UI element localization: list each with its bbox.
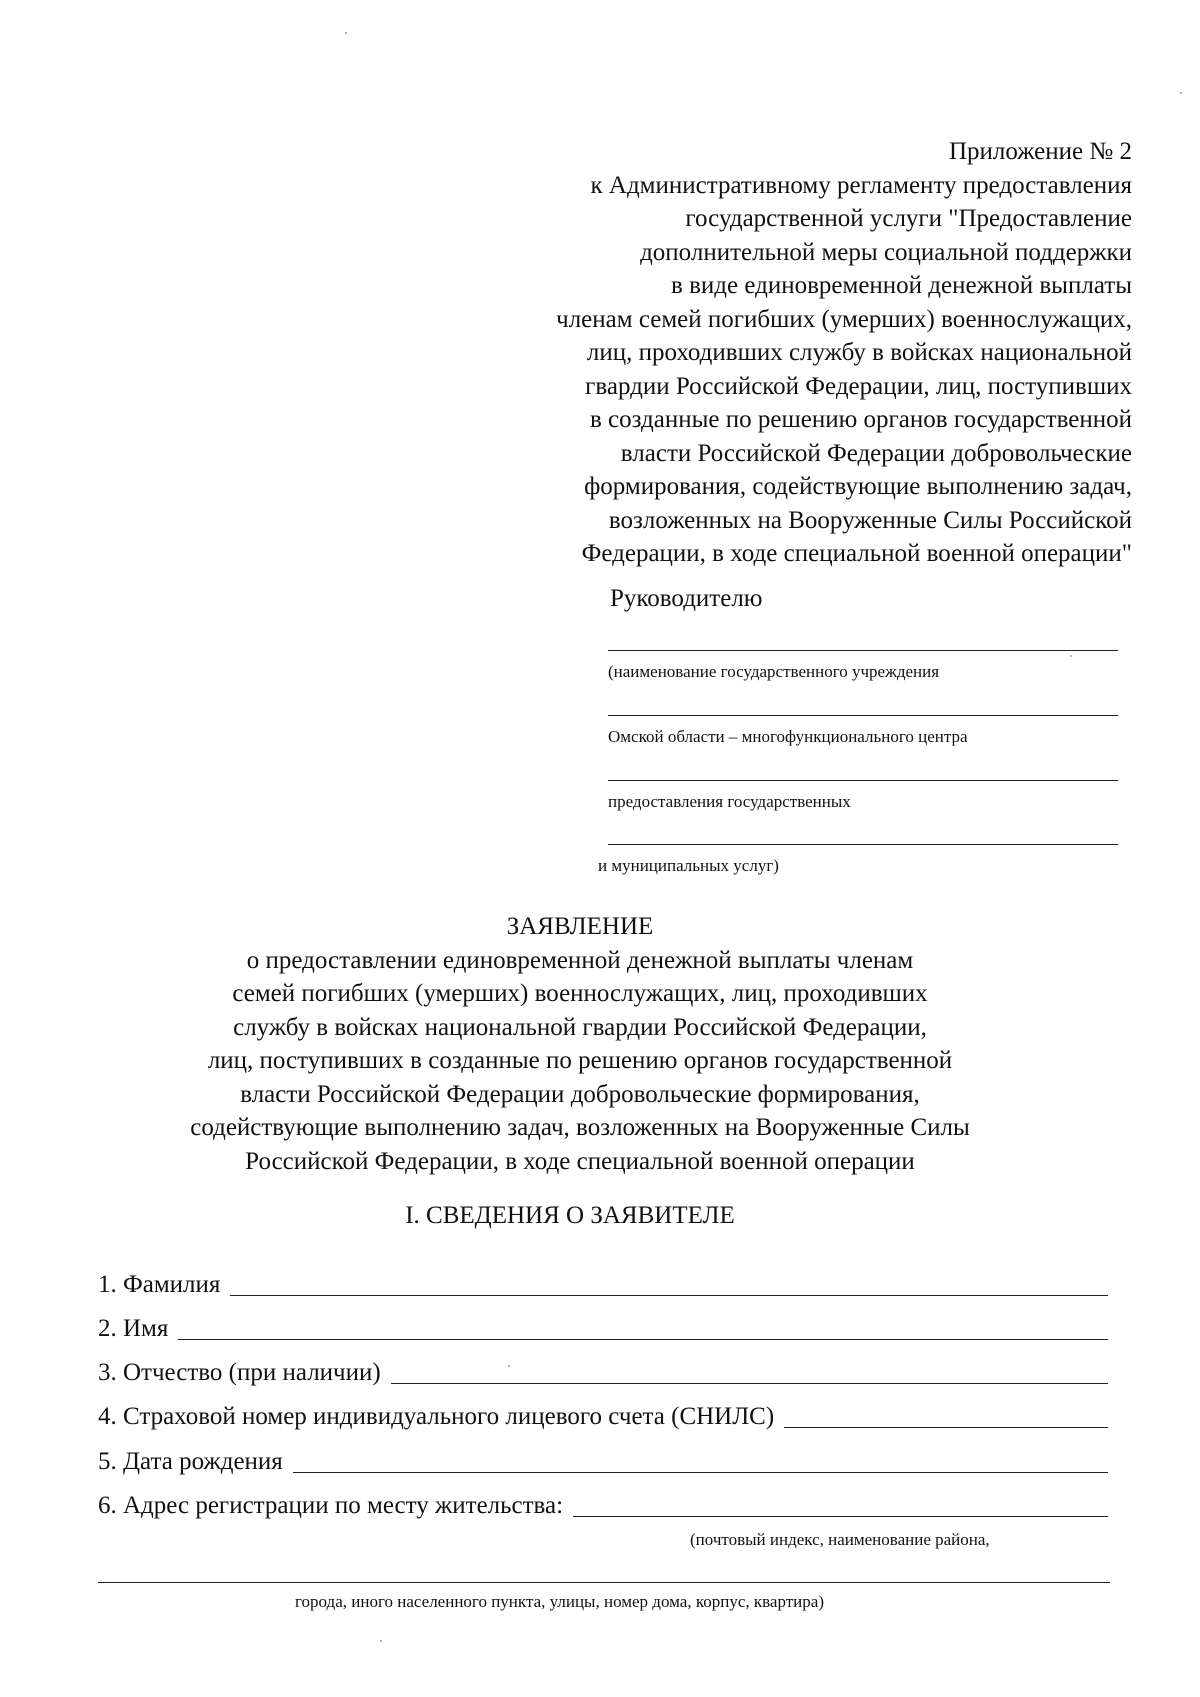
appendix-line: в созданные по решению органов государственной <box>589 406 1132 433</box>
scan-speck <box>508 1365 510 1367</box>
statement-title: ЗАЯВЛЕНИЕ <box>506 913 654 940</box>
statement-line: службу в войсках национальной гвардии Российской Федерации, <box>233 1013 927 1041</box>
statement-line: лиц, поступивших в созданные по решению органов государственной <box>207 1047 953 1074</box>
statement-title-block <box>130 910 1030 1178</box>
appendix-line: Федерации, в ходе специальной военной операции" <box>581 540 1132 567</box>
scan-speck <box>380 1640 382 1642</box>
appendix-line: Приложение № 2 <box>948 138 1132 165</box>
statement-line: Российской Федерации, в ходе специальной военной операции <box>245 1147 915 1175</box>
field-label: 1. Фамилия <box>98 1271 221 1298</box>
appendix-header <box>412 135 1132 571</box>
appendix-line: членам семей погибших (умерших) военнослужащих, <box>556 305 1132 333</box>
statement-line: семей погибших (умерших) военнослужащих, лиц, проходивших <box>232 980 928 1007</box>
addressee-fill-line-4[interactable] <box>608 844 1118 845</box>
birth-date-field <box>98 1443 1108 1477</box>
scan-speck <box>1070 655 1072 657</box>
section-heading: I. СВЕДЕНИЯ О ЗАЯВИТЕЛЕ <box>405 1202 735 1229</box>
appendix-line: дополнительной меры социальной поддержки <box>640 238 1132 266</box>
field-label: 6. Адрес регистрации по месту жительства: <box>98 1492 564 1519</box>
address-hint: (почтовый индекс, наименование района, <box>690 1530 990 1549</box>
addressee-block <box>598 584 1118 875</box>
field-label: 5. Дата рождения <box>98 1448 283 1475</box>
addressee-caption: и муниципальных услуг) <box>598 856 779 875</box>
addressee-heading: Руководителю <box>610 585 763 612</box>
statement-line: содействующие выполнению задач, возложенных на Вооруженные Силы <box>190 1114 970 1141</box>
surname-input-line[interactable] <box>230 1294 1108 1296</box>
appendix-line: власти Российской Федерации добровольческие <box>620 439 1132 467</box>
address-field <box>98 1487 1108 1521</box>
surname-field <box>98 1266 1108 1300</box>
birth-date-input-line[interactable] <box>293 1471 1108 1473</box>
appendix-line: в виде единовременной денежной выплаты <box>671 272 1132 299</box>
addressee-caption: (наименование государственного учреждения <box>608 662 940 681</box>
snils-field <box>98 1398 1108 1432</box>
field-label: 3. Отчество (при наличии) <box>98 1359 381 1386</box>
addressee-caption: Омской области – многофункционального центра <box>608 727 968 746</box>
appendix-line: государственной услуги "Предоставление <box>685 205 1132 232</box>
field-label: 2. Имя <box>98 1315 169 1342</box>
addressee-fill-line-2[interactable] <box>608 715 1118 716</box>
addressee-fill-line-3[interactable] <box>608 780 1118 781</box>
scan-speck <box>1180 92 1182 94</box>
appendix-line: лиц, проходивших службу в войсках национальной <box>586 339 1132 366</box>
appendix-line: формирования, содействующие выполнению задач, <box>584 473 1132 500</box>
first-name-field <box>98 1310 1108 1344</box>
snils-input-line[interactable] <box>784 1426 1108 1428</box>
address-hint: города, иного населенного пункта, улицы, номер дома, корпус, квартира) <box>295 1592 824 1611</box>
statement-line: о предоставлении единовременной денежной выплаты членам <box>246 946 914 974</box>
appendix-line: к Административному регламенту предоставления <box>590 171 1132 199</box>
statement-line: власти Российской Федерации добровольческие формирования, <box>240 1080 920 1108</box>
addressee-fill-line-1[interactable] <box>608 650 1118 651</box>
addressee-caption: предоставления государственных <box>608 792 851 811</box>
appendix-line: возложенных на Вооруженные Силы Российской <box>608 506 1132 534</box>
patronymic-field <box>98 1354 1108 1388</box>
appendix-line: гвардии Российской Федерации, лиц, поступивших <box>585 372 1132 400</box>
first-name-input-line[interactable] <box>178 1338 1108 1340</box>
patronymic-input-line[interactable] <box>391 1382 1108 1384</box>
scan-speck <box>345 32 347 34</box>
address-input-line[interactable] <box>573 1515 1108 1517</box>
field-label: 4. Страховой номер индивидуального лицевого счета (СНИЛС) <box>98 1403 775 1430</box>
address-input-line-2[interactable] <box>98 1582 1110 1583</box>
